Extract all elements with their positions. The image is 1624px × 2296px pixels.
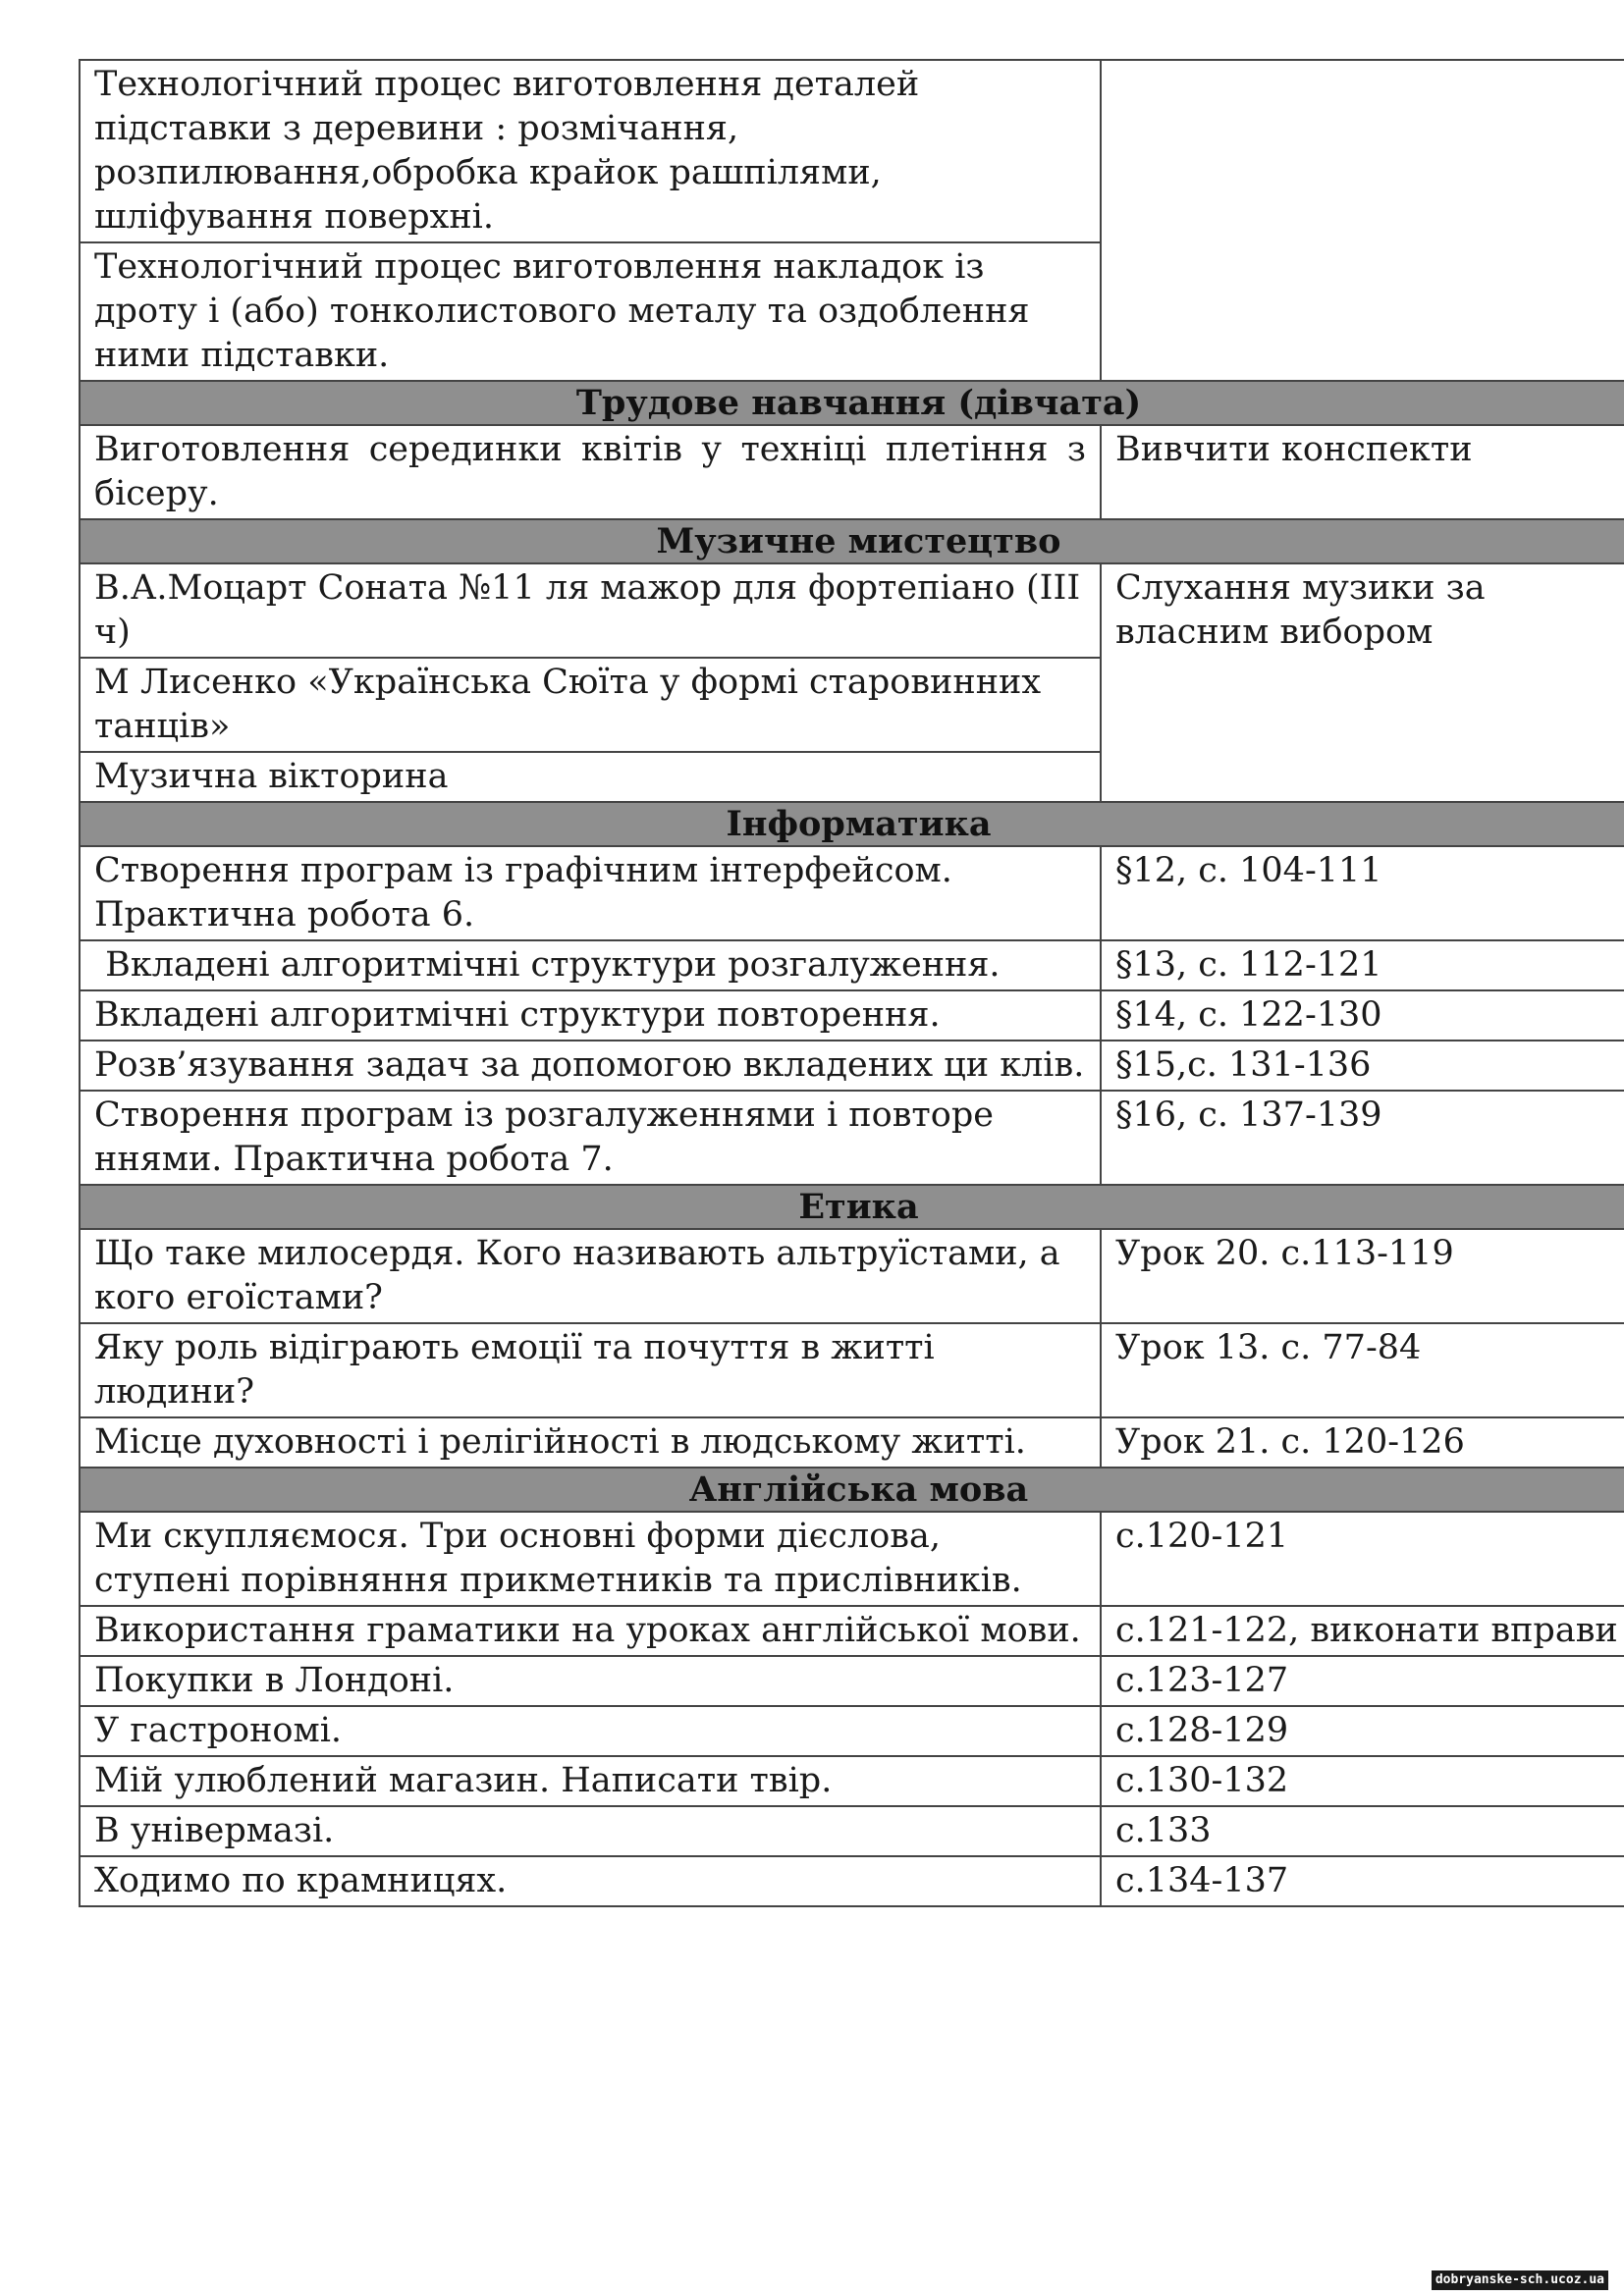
table-row — [80, 60, 1624, 242]
table-row — [80, 1856, 1624, 1906]
section-title: Етика — [80, 1185, 1624, 1229]
topic-cell: М Лисенко «Українська Сюїта у формі старовинних танців» — [80, 658, 1101, 752]
topic-cell: В.А.Моцарт Соната №11 ля мажор для фортепіано (ІІІ ч) — [80, 563, 1101, 658]
topic-cell: Яку роль відіграють емоції та почуття в житті людини? — [80, 1323, 1101, 1417]
topic-cell: Місце духовності і релігійності в людському житті. — [80, 1417, 1101, 1468]
homework-cell: §14, с. 122-130 — [1101, 990, 1624, 1041]
table-row — [80, 1806, 1624, 1856]
table-row — [80, 1606, 1624, 1656]
table-row — [80, 1091, 1624, 1185]
table-row — [80, 1656, 1624, 1706]
topic-cell: В універмазі. — [80, 1806, 1101, 1856]
section-header-informatyka — [80, 802, 1624, 846]
homework-cell: с.120-121 — [1101, 1512, 1624, 1606]
section-header-etyka — [80, 1185, 1624, 1229]
homework-cell: §12, с. 104-111 — [1101, 846, 1624, 940]
table-row — [80, 1323, 1624, 1417]
homework-cell: с.130-132 — [1101, 1756, 1624, 1806]
section-title: Інформатика — [80, 802, 1624, 846]
section-header-muzychne — [80, 519, 1624, 563]
topic-cell: Технологічний процес виготовлення накладок із дроту і (або) тонколистового металу та оздоблення ними підставки. — [80, 242, 1101, 381]
homework-cell: §16, с. 137-139 — [1101, 1091, 1624, 1185]
homework-cell: с.121-122, виконати вправи — [1101, 1606, 1624, 1656]
table-row — [80, 1229, 1624, 1323]
table-row — [80, 846, 1624, 940]
table-row — [80, 990, 1624, 1041]
section-header-anglijska — [80, 1468, 1624, 1512]
table-row — [80, 1706, 1624, 1756]
topic-cell: Ми скупляємося. Три основні форми дієслова, ступені порівняння прикметників та прислівників. — [80, 1512, 1101, 1606]
homework-cell: с.128-129 — [1101, 1706, 1624, 1756]
topic-cell: Використання граматики на уроках англійської мови. — [80, 1606, 1101, 1656]
table-row — [80, 1041, 1624, 1091]
topic-cell: Створення програм із розгалуженнями і повторе ннями. Практична робота 7. — [80, 1091, 1101, 1185]
table-row — [80, 563, 1624, 658]
topic-cell: Мій улюблений магазин. Написати твір. — [80, 1756, 1101, 1806]
section-header-trudove — [80, 381, 1624, 425]
table-row — [80, 1756, 1624, 1806]
table-row — [80, 1512, 1624, 1606]
section-title: Музичне мистецтво — [80, 519, 1624, 563]
section-title: Англійська мова — [80, 1468, 1624, 1512]
schedule-table — [79, 59, 1624, 1907]
homework-cell: Урок 13. с. 77-84 — [1101, 1323, 1624, 1417]
topic-cell: Виготовлення серединки квітів у техніці плетіння з бісеру. — [80, 425, 1101, 519]
topic-cell: Технологічний процес виготовлення деталей підставки з деревини : розмічання, розпилювання,обробка крайок рашпілями, шліфування поверхні. — [80, 60, 1101, 242]
site-watermark: dobryanske-sch.ucoz.ua — [1432, 2270, 1608, 2290]
table-row — [80, 940, 1624, 990]
topic-cell: Створення програм із графічним інтерфейсом. Практична робота 6. — [80, 846, 1101, 940]
homework-cell: с.123-127 — [1101, 1656, 1624, 1706]
topic-cell: Що таке милосердя. Кого називають альтруїстами, а кого егоїстами? — [80, 1229, 1101, 1323]
topic-cell: Музична вікторина — [80, 752, 1101, 802]
homework-cell — [1101, 60, 1624, 381]
topic-cell: Вкладені алгоритмічні структури повторення. — [80, 990, 1101, 1041]
topic-cell: Розв’язування задач за допомогою вкладених ци клів. — [80, 1041, 1101, 1091]
homework-cell: §15,с. 131-136 — [1101, 1041, 1624, 1091]
topic-cell: Ходимо по крамницях. — [80, 1856, 1101, 1906]
homework-cell: Слухання музики за власним вибором — [1101, 563, 1624, 802]
table-row — [80, 425, 1624, 519]
section-title: Трудове навчання (дівчата) — [80, 381, 1624, 425]
homework-cell: с.133 — [1101, 1806, 1624, 1856]
topic-cell: Покупки в Лондоні. — [80, 1656, 1101, 1706]
homework-cell: Урок 21. с. 120-126 — [1101, 1417, 1624, 1468]
topic-cell: Вкладені алгоритмічні структури розгалуження. — [80, 940, 1101, 990]
homework-cell: §13, с. 112-121 — [1101, 940, 1624, 990]
topic-cell: У гастрономі. — [80, 1706, 1101, 1756]
homework-cell: с.134-137 — [1101, 1856, 1624, 1906]
homework-cell: Вивчити конспекти — [1101, 425, 1624, 519]
table-row — [80, 1417, 1624, 1468]
homework-cell: Урок 20. с.113-119 — [1101, 1229, 1624, 1323]
